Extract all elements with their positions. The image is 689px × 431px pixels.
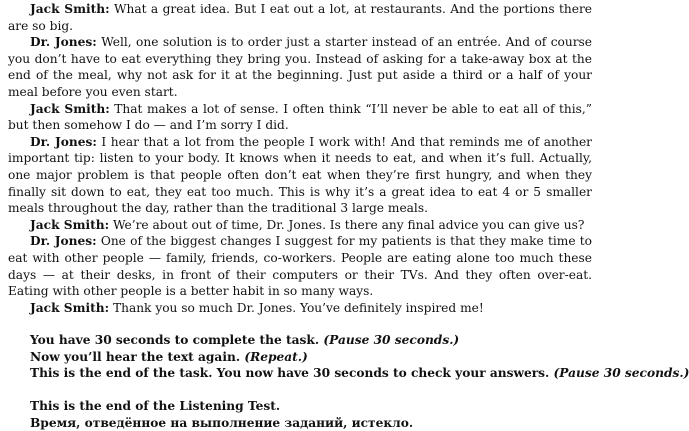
dialogue-line (8, 134, 592, 217)
closing-block (8, 398, 592, 431)
dialogue-line (8, 34, 592, 100)
speaker-label: Jack Smith: (30, 2, 110, 16)
speaker-label: Dr. Jones: (30, 35, 97, 49)
speaker-label: Jack Smith: (30, 301, 109, 315)
instruction-line: Now you’ll hear the text again. (Repeat.) (8, 349, 592, 366)
speaker-label: Dr. Jones: (30, 234, 97, 248)
dialogue-line (8, 233, 592, 299)
dialogue-text: One of the biggest changes I suggest for my patients is that they make time to eat with other people — family, friends, co-workers. People are eating alone too much these days — at their desks, in front of their computers or their TVs. And they often over-eat. Eating with other people is a better habit in so many ways. (8, 234, 592, 298)
stage-direction: (Pause 30 seconds.) (554, 366, 689, 380)
instruction-line: You have 30 seconds to complete the task. (Pause 30 seconds.) (8, 332, 592, 349)
dialogue-text: Well, one solution is to order just a starter instead of an entrée. And of course you don’t have to eat everything they bring you. Instead of asking for a take-away box at the end of the meal, why not ask for it at the beginning. Just put aside a third or a half of your meal before you even start. (8, 35, 592, 99)
dialogue-line (8, 1, 592, 34)
stage-direction: (Repeat.) (244, 350, 307, 364)
dialogue (8, 1, 592, 316)
dialogue-line (8, 101, 592, 134)
dialogue-text: We’re about out of time, Dr. Jones. Is there any final advice you can give us? (113, 218, 584, 232)
dialogue-line (8, 217, 592, 234)
dialogue-line (8, 300, 592, 317)
dialogue-text: Thank you so much Dr. Jones. You’ve definitely inspired me! (113, 301, 484, 315)
dialogue-text: What a great idea. But I eat out a lot, at restaurants. And the portions there are so big. (8, 2, 592, 33)
closing-line-english: This is the end of the Listening Test. (8, 398, 592, 415)
instruction-line: This is the end of the task. You now have 30 seconds to check your answers. (Pause 30 seconds.) (8, 365, 592, 382)
speaker-label: Jack Smith: (30, 218, 109, 232)
stage-direction: (Pause 30 seconds.) (323, 333, 459, 347)
task-instructions (8, 332, 592, 382)
dialogue-text: I hear that a lot from the people I work with! And that reminds me of another important tip: listen to your body. It knows when it needs to eat, and when it’s full. Actually, one major problem is that people often don’t eat when they’re first hungry, and when they finally sit down to eat, they eat too much. This is why it’s a great idea to eat 4 or 5 smaller meals throughout the day, rather than the traditional 3 large meals. (8, 135, 592, 215)
closing-line-russian: Время, отведённое на выполнение заданий, истекло. (8, 415, 592, 431)
speaker-label: Jack Smith: (30, 102, 110, 116)
speaker-label: Dr. Jones: (30, 135, 97, 149)
dialogue-text: That makes a lot of sense. I often think “I’ll never be able to eat all of this,” but then somehow I do — and I’m sorry I did. (8, 102, 592, 133)
